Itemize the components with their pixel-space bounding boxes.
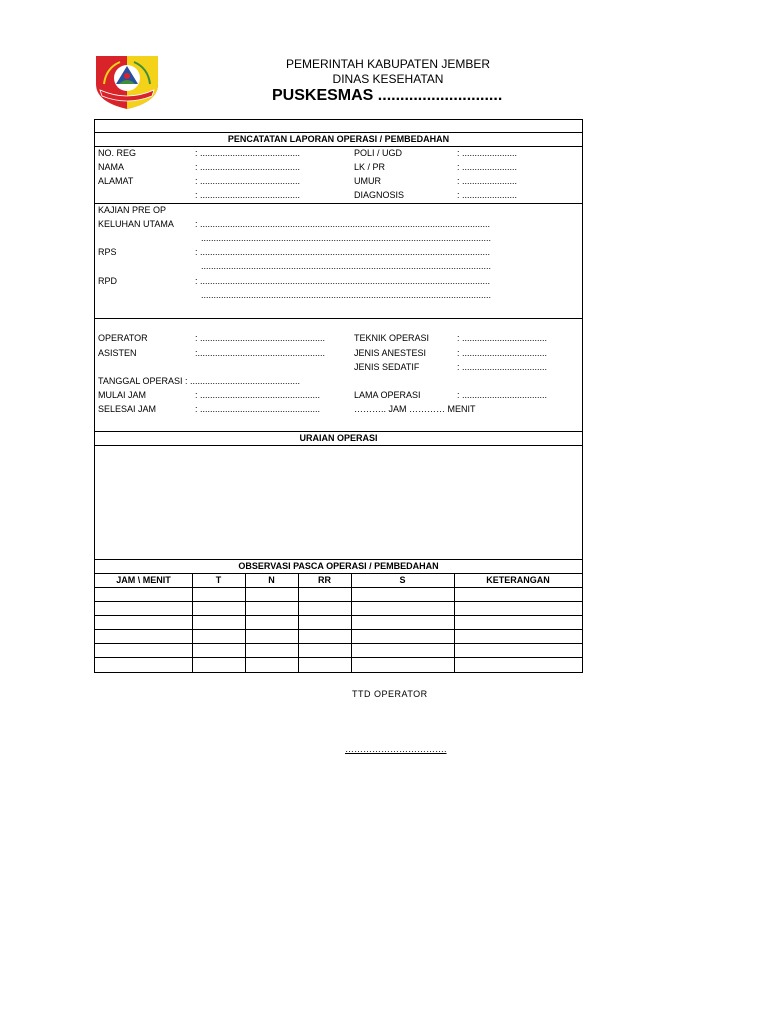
section-observasi-title: OBSERVASI PASCA OPERASI / PEMBEDAHAN (238, 561, 439, 571)
field-rps[interactable]: : .................................................................................................................... (195, 247, 491, 257)
label-kajian-pre-op: KAJIAN PRE OP (98, 205, 167, 215)
uraian-operasi-area[interactable] (95, 446, 582, 558)
field-selesai-jam[interactable]: : ................................................ (195, 404, 321, 414)
label-rpd: RPD (98, 276, 118, 286)
signature-label: TTD OPERATOR (352, 689, 428, 699)
label-teknik-operasi: TEKNIK OPERASI (354, 333, 430, 343)
col-t: T (215, 575, 222, 585)
field-keluhan-utama-2[interactable]: .................................................................................................................... (201, 233, 492, 243)
table-row[interactable] (95, 644, 582, 657)
table-row[interactable] (95, 588, 582, 601)
field-rpd-2[interactable]: .................................................................................................................... (201, 290, 492, 300)
label-lama-operasi: LAMA OPERASI (354, 390, 421, 400)
col-jam-menit: JAM \ MENIT (116, 575, 171, 585)
signature-line[interactable]: ……………………………. (345, 744, 447, 754)
field-jenis-anestesi[interactable]: : .................................. (457, 348, 548, 358)
header-puskesmas: PUSKESMAS ............................ (272, 87, 503, 104)
field-rps-2[interactable]: .................................................................................................................... (201, 261, 492, 271)
table-row[interactable] (95, 616, 582, 629)
label-lk-pr: LK / PR (354, 162, 386, 172)
label-operator: OPERATOR (98, 333, 148, 343)
divider (95, 318, 582, 319)
divider (95, 573, 582, 574)
label-asisten: ASISTEN (98, 348, 137, 358)
label-alamat: ALAMAT (98, 176, 134, 186)
field-nama[interactable]: : ........................................ (195, 162, 301, 172)
field-alamat[interactable]: : ........................................ (195, 176, 301, 186)
divider (95, 132, 582, 133)
header-department: DINAS KESEHATAN (332, 72, 444, 86)
label-diagnosis: DIAGNOSIS (354, 190, 405, 200)
field-tanggal-operasi[interactable]: TANGGAL OPERASI : ............................................ (98, 376, 301, 386)
label-keluhan-utama: KELUHAN UTAMA (98, 219, 174, 229)
header-government: PEMERINTAH KABUPATEN JEMBER (285, 57, 491, 71)
label-poli: POLI / UGD (354, 148, 403, 158)
field-mulai-jam[interactable]: : ................................................ (195, 390, 321, 400)
field-diagnosis[interactable]: : ...................... (457, 190, 518, 200)
field-asisten[interactable]: :................................................... (195, 348, 326, 358)
table-row[interactable] (95, 602, 582, 615)
form-title: PENCATATAN LAPORAN OPERASI / PEMBEDAHAN (227, 134, 450, 144)
field-keluhan-utama[interactable]: : .................................................................................................................... (195, 219, 491, 229)
col-s: S (399, 575, 406, 585)
field-lama-operasi[interactable]: : .................................. (457, 390, 548, 400)
col-n: N (268, 575, 275, 585)
label-jenis-anestesi: JENIS ANESTESI (354, 348, 427, 358)
label-no-reg: NO. REG (98, 148, 137, 158)
label-rps: RPS (98, 247, 117, 257)
divider (95, 559, 582, 560)
divider (95, 146, 582, 147)
col-keterangan: KETERANGAN (486, 575, 550, 585)
field-alamat-2[interactable]: : ........................................ (195, 190, 301, 200)
label-selesai-jam: SELESAI JAM (98, 404, 157, 414)
label-nama: NAMA (98, 162, 125, 172)
field-no-reg[interactable]: : ........................................ (195, 148, 301, 158)
label-mulai-jam: MULAI JAM (98, 390, 147, 400)
label-jenis-sedatif: JENIS SEDATIF (354, 362, 420, 372)
operation-report-form (94, 119, 583, 673)
divider (95, 431, 582, 432)
table-row[interactable] (95, 658, 582, 672)
field-teknik-operasi[interactable]: : .................................. (457, 333, 548, 343)
field-lk-pr[interactable]: : ...................... (457, 162, 518, 172)
field-umur[interactable]: : ...................... (457, 176, 518, 186)
label-umur: UMUR (354, 176, 381, 186)
divider (95, 203, 582, 204)
field-jenis-sedatif[interactable]: : .................................. (457, 362, 548, 372)
section-uraian-title: URAIAN OPERASI (299, 433, 378, 443)
table-row[interactable] (95, 630, 582, 643)
col-rr: RR (318, 575, 331, 585)
field-poli[interactable]: : ...................... (457, 148, 518, 158)
field-operator[interactable]: : .................................................. (195, 333, 326, 343)
field-rpd[interactable]: : .................................................................................................................... (195, 276, 491, 286)
field-durasi-operasi[interactable]: ……….. JAM ………… MENIT (354, 404, 476, 414)
